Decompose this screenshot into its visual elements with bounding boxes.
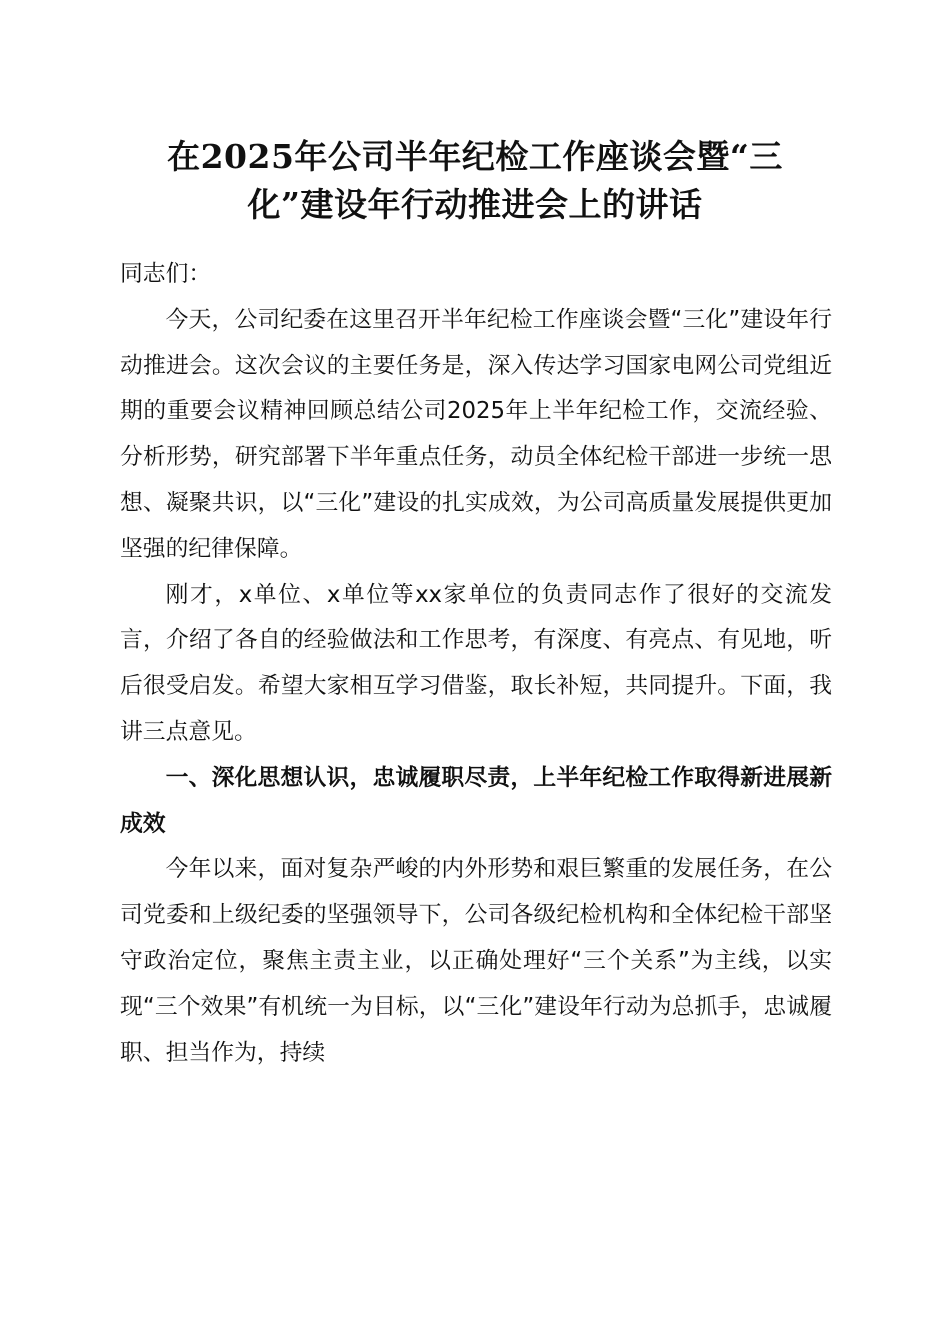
paragraph-exchange: 刚才，x单位、x单位等xx家单位的负责同志作了很好的交流发言，介绍了各自的经验做法和工作思考，有深度、有亮点、有见地，听后很受启发。希望大家相互学习借鉴，取长补短，共同提升。下面，我讲三点意见。 xyxy=(120,581,832,745)
document-body xyxy=(120,252,832,1076)
greeting: 同志们： xyxy=(120,261,212,287)
document-title xyxy=(120,133,830,229)
section-heading-1: 一、深化思想认识，忠诚履职尽责，上半年纪检工作取得新进展新成效 xyxy=(120,764,832,837)
title-line-1: 在2025年公司半年纪检工作座谈会暨“三 xyxy=(167,137,783,176)
paragraph-section-1: 今年以来，面对复杂严峻的内外形势和艰巨繁重的发展任务，在公司党委和上级纪委的坚强领导下，公司各级纪检机构和全体纪检干部坚守政治定位，聚焦主责主业，以正确处理好“三个关系”为主线，以实现“三个效果”有机统一为目标，以“三化”建设年行动为总抓手，忠诚履职、担当作为，持续 xyxy=(120,856,832,1066)
paragraph-opening: 今天，公司纪委在这里召开半年纪检工作座谈会暨“三化”建设年行动推进会。这次会议的主要任务是，深入传达学习国家电网公司党组近期的重要会议精神回顾总结公司2025年上半年纪检工作，交流经验、分析形势，研究部署下半年重点任务，动员全体纪检干部进一步统一思想、凝聚共识，以“三化”建设的扎实成效，为公司高质量发展提供更加坚强的纪律保障。 xyxy=(120,306,832,562)
title-line-2: 化”建设年行动推进会上的讲话 xyxy=(247,185,703,224)
